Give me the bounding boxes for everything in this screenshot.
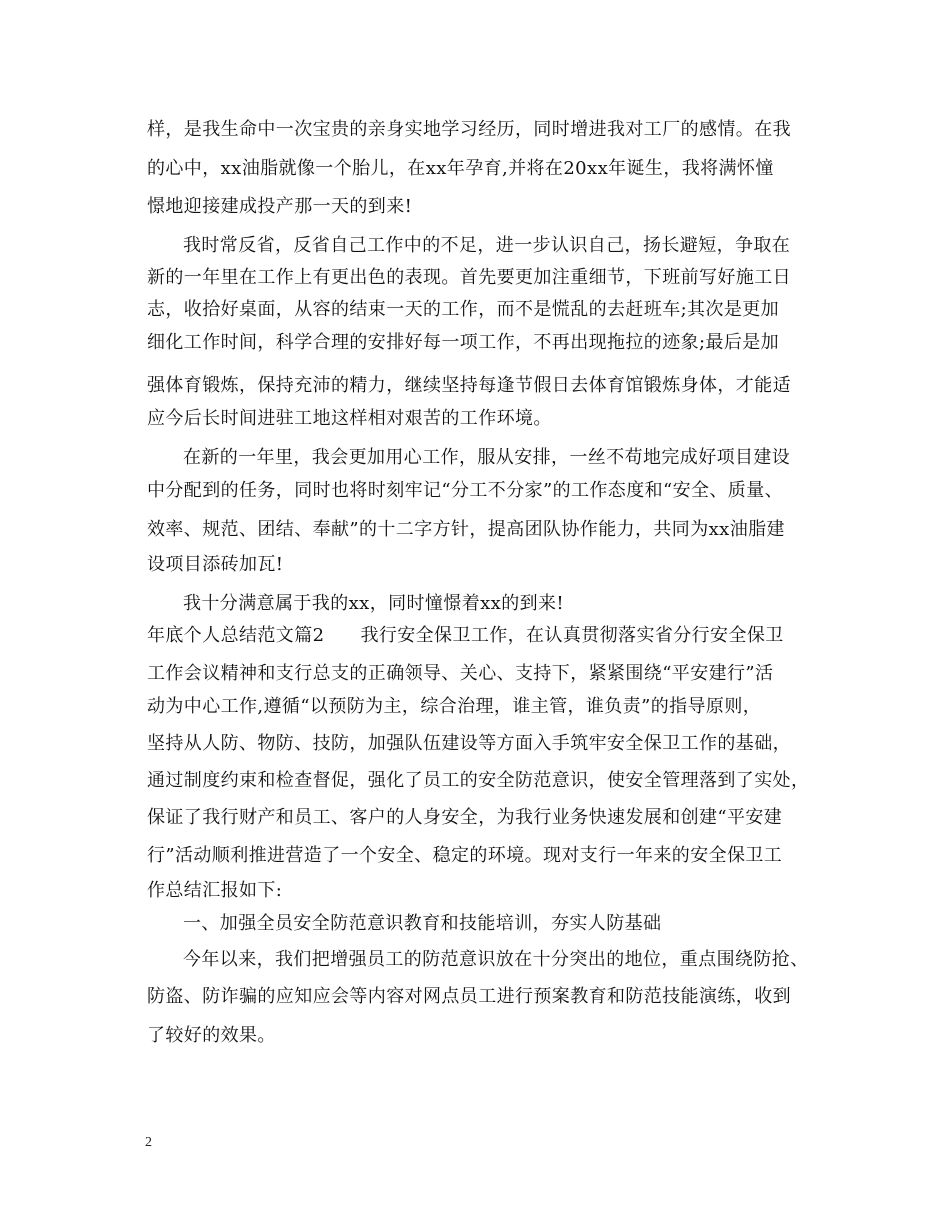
text-line: 效率、规范、团结、奉献”的十二字方针，提高团队协作能力，共同为xx油脂建 <box>147 519 785 540</box>
text-line: 通过制度约束和检查督促，强化了员工的安全防范意识，使安全管理落到了实处， <box>147 770 810 791</box>
section-heading-line <box>147 624 784 648</box>
page-number: 2 <box>145 1135 152 1150</box>
text-line: 中分配到的任务，同时也将时刻牢记“分工不分家”的工作态度和“安全、质量、 <box>147 480 784 501</box>
text-line: 志，收拾好桌面，从容的结束一天的工作，而不是慌乱的去赶班车;其次是更加 <box>147 299 780 320</box>
text-line: 了较好的效果。 <box>147 1025 276 1046</box>
text-line: 我时常反省，反省自己工作中的不足，进一步认识自己，扬长避短，争取在 <box>183 235 791 256</box>
text-line: 的心中，xx油脂就像一个胎儿，在xx年孕育,并将在20xx年诞生，我将满怀憧 <box>147 158 774 179</box>
text-line: 坚持从人防、物防、技防，加强队伍建设等方面入手筑牢安全保卫工作的基础， <box>147 733 791 754</box>
text-line: 作总结汇报如下: <box>147 880 283 901</box>
text-line: 憬地迎接建成投产那一天的到来! <box>147 196 413 217</box>
text-line: 应今后长时间进驻工地这样相对艰苦的工作环境。 <box>147 408 552 429</box>
text-line: 新的一年里在工作上有更出色的表现。首先要更加注重细节，下班前写好施工日 <box>147 267 791 288</box>
text-line: 今年以来，我们把增强员工的防范意识放在十分突出的地位，重点围绕防抢、 <box>183 949 809 970</box>
text-line: 行”活动顺利推进营造了一个安全、稳定的环境。现对支行一年来的安全保卫工 <box>147 845 783 866</box>
text-line: 防盗、防诈骗的应知应会等内容对网点员工进行预案教育和防范技能演练，收到 <box>147 986 791 1007</box>
text-line: 设项目添砖加瓦! <box>147 554 284 575</box>
text-line: 样，是我生命中一次宝贵的亲身实地学习经历，同时增进我对工厂的感情。在我 <box>147 119 791 140</box>
text-line: 强体育锻炼，保持充沛的精力，继续坚持每逢节假日去体育馆锻炼身体，才能适 <box>147 375 791 396</box>
text-line: 工作会议精神和支行总支的正确领导、关心、支持下，紧紧围绕“平安建行”活 <box>147 663 774 684</box>
text-line: 我十分满意属于我的xx，同时憧憬着xx的到来! <box>183 593 565 614</box>
subsection-heading: 一、加强全员安全防范意识教育和技能培训，夯实人防基础 <box>183 913 662 934</box>
section-title: 年底个人总结范文篇2 <box>147 625 325 646</box>
section-first-line: 我行安全保卫工作，在认真贯彻落实省分行安全保卫 <box>360 625 784 646</box>
text-line: 细化工作时间，科学合理的安排好每一项工作，不再出现拖拉的迹象;最后是加 <box>147 332 780 353</box>
text-line: 保证了我行财产和员工、客户的人身安全，为我行业务快速发展和创建“平安建 <box>147 807 783 828</box>
text-line: 动为中心工作,遵循“以预防为主，综合治理，谁主管，谁负责”的指导原则， <box>147 696 762 717</box>
text-line: 在新的一年里，我会更加用心工作，服从安排，一丝不苟地完成好项目建设 <box>183 447 791 468</box>
